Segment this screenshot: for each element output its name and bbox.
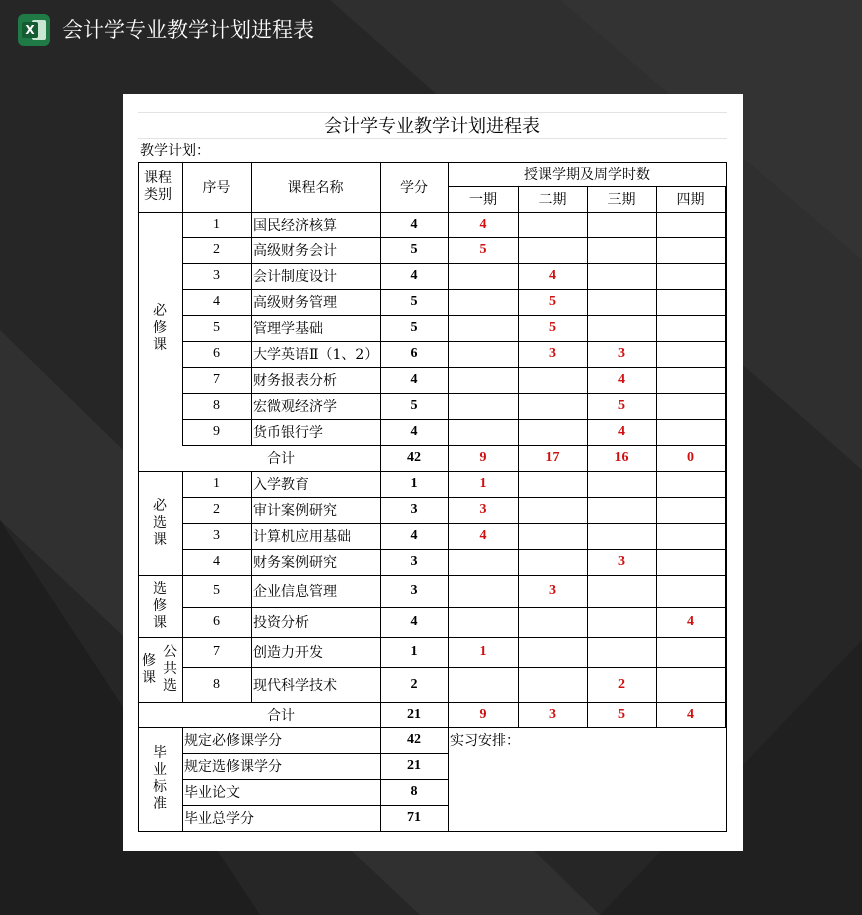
- required-row-2-seq: 2: [213, 242, 220, 257]
- header-term-3: 三期: [607, 192, 636, 208]
- required-row-8-credit: 5: [410, 398, 418, 413]
- required-row-5-credit: 5: [410, 320, 418, 335]
- elective-row-5-credit: 3: [410, 583, 418, 598]
- grid-line: [251, 162, 252, 446]
- required-total-term-4: 0: [687, 450, 694, 465]
- elective-row-1-term-1: 1: [479, 476, 487, 491]
- elective-row-4-credit: 3: [410, 554, 418, 569]
- elective-row-1-name: 入学教育: [253, 477, 309, 493]
- required-row-9-term-3: 4: [618, 424, 625, 439]
- elective-row-2-seq: 2: [213, 502, 220, 517]
- spreadsheet-page: [123, 94, 743, 851]
- elective-total-term-4: 4: [687, 706, 694, 722]
- required-total-term-3: 16: [614, 450, 629, 465]
- category-elective-required: 必 选 课: [153, 497, 167, 548]
- elective-row-4-seq: 4: [213, 554, 220, 569]
- grid-line: [182, 523, 727, 524]
- grid-line: [182, 753, 449, 754]
- sheet-title: 会计学专业教学计划进程表: [324, 116, 540, 137]
- grid-line: [138, 212, 727, 213]
- required-row-8-seq: 8: [213, 398, 220, 413]
- elective-row-6-term-4: 4: [687, 614, 694, 629]
- graduation-row-1-credit: 42: [407, 732, 421, 747]
- internship-label: 实习安排：: [450, 733, 520, 749]
- grid-line: [138, 637, 183, 638]
- grid-line: [182, 289, 727, 290]
- elective-row-8-seq: 8: [213, 676, 220, 692]
- required-row-6-term-3: 3: [618, 346, 625, 361]
- grid-line: [182, 237, 727, 238]
- required-row-3-credit: 4: [410, 268, 418, 283]
- required-row-8-name: 宏微观经济学: [253, 399, 337, 415]
- grid-line: [182, 497, 727, 498]
- grid-line: [138, 727, 727, 728]
- required-row-6-credit: 6: [410, 346, 418, 361]
- required-row-8-term-3: 5: [618, 398, 625, 413]
- elective-row-2-term-1: 3: [479, 502, 487, 517]
- elective-row-2-name: 审计案例研究: [253, 503, 337, 519]
- elective-row-1-seq: 1: [213, 476, 220, 491]
- elective-row-3-name: 计算机应用基础: [253, 529, 351, 545]
- category-graduation: 毕 业 标 准: [153, 745, 167, 812]
- required-row-7-seq: 7: [213, 372, 220, 387]
- grid-line: [138, 471, 727, 472]
- required-row-5-term-2: 5: [549, 320, 556, 335]
- grid-line: [656, 186, 657, 728]
- grid-line: [251, 471, 252, 703]
- required-total-term-2: 17: [545, 450, 560, 465]
- required-total-label: 合计: [267, 451, 295, 467]
- title-bar: [0, 0, 862, 60]
- elective-row-1-credit: 1: [410, 476, 418, 491]
- document-title: 会计学专业教学计划进程表: [62, 18, 314, 42]
- required-row-6-term-2: 3: [549, 346, 556, 361]
- elective-row-3-seq: 3: [213, 528, 220, 543]
- header-term-4: 四期: [676, 192, 705, 208]
- grid-line: [182, 471, 183, 703]
- header-term-2: 二期: [538, 192, 567, 208]
- elective-total-term-1: 9: [479, 706, 487, 722]
- grid-line: [182, 367, 727, 368]
- required-row-3-seq: 3: [213, 268, 220, 283]
- elective-row-6-seq: 6: [213, 614, 220, 629]
- required-row-2-name: 高级财务会计: [253, 243, 337, 259]
- grid-line: [182, 637, 727, 638]
- grid-line: [725, 186, 726, 728]
- category-elective-right: 公 共 选: [163, 644, 177, 694]
- header-seq: 序号: [202, 180, 231, 196]
- elective-row-4-term-3: 3: [618, 554, 625, 569]
- elective-row-7-credit: 1: [410, 644, 418, 659]
- elective-row-5-term-2: 3: [549, 583, 556, 598]
- header-name: 课程名称: [287, 180, 344, 196]
- required-row-9-seq: 9: [213, 424, 220, 439]
- required-row-7-term-3: 4: [618, 372, 625, 387]
- grid-line: [182, 445, 727, 446]
- required-row-7-credit: 4: [410, 372, 418, 387]
- grid-line: [182, 667, 727, 668]
- category-required: 必 修 课: [153, 303, 167, 353]
- graduation-row-3-name: 毕业论文: [184, 785, 240, 801]
- elective-row-5-name: 企业信息管理: [253, 584, 337, 600]
- required-row-3-name: 会计制度设计: [253, 269, 337, 285]
- grid-line: [182, 419, 727, 420]
- elective-row-6-name: 投资分析: [253, 615, 309, 631]
- required-row-9-name: 货币银行学: [253, 425, 323, 441]
- elective-row-8-credit: 2: [410, 676, 418, 692]
- excel-icon: X: [18, 14, 50, 46]
- graduation-row-4-name: 毕业总学分: [184, 811, 254, 827]
- category-elective-left: 修 课: [142, 652, 156, 686]
- grid-line: [182, 575, 727, 576]
- required-row-1-term-1: 4: [479, 216, 487, 232]
- elective-row-7-term-1: 1: [479, 644, 487, 659]
- graduation-row-2-credit: 21: [407, 758, 421, 773]
- required-row-1-credit: 4: [410, 216, 418, 232]
- grid-line: [587, 186, 588, 728]
- plan-label: 教学计划：: [140, 143, 210, 159]
- grid-line: [138, 702, 727, 703]
- elective-total-term-3: 5: [618, 706, 625, 722]
- grid-line: [182, 805, 449, 806]
- grid-line: [182, 549, 727, 550]
- required-row-5-name: 管理学基础: [253, 321, 323, 337]
- elective-row-5-seq: 5: [213, 583, 220, 598]
- grid-line: [182, 779, 449, 780]
- required-row-5-seq: 5: [213, 320, 220, 335]
- elective-row-7-seq: 7: [213, 644, 220, 659]
- required-row-2-term-1: 5: [479, 242, 487, 257]
- required-total-credit: 42: [407, 450, 421, 465]
- required-row-4-name: 高级财务管理: [253, 295, 337, 311]
- grid-line: [138, 831, 727, 832]
- plan-table: [138, 112, 726, 832]
- required-row-4-term-2: 5: [549, 294, 556, 309]
- required-row-1-name: 国民经济核算: [253, 217, 337, 234]
- required-row-4-credit: 5: [410, 294, 418, 309]
- elective-total-term-2: 3: [549, 706, 556, 722]
- grid-line: [182, 607, 727, 608]
- elective-row-7-name: 创造力开发: [253, 645, 323, 661]
- header-term-1: 一期: [469, 192, 497, 208]
- required-row-4-seq: 4: [213, 294, 220, 309]
- elective-row-8-name: 现代科学技术: [253, 677, 337, 694]
- grid-line: [182, 393, 727, 394]
- header-term-group: 授课学期及周学时数: [524, 167, 650, 183]
- required-row-7-name: 财务报表分析: [253, 373, 337, 389]
- elective-row-4-name: 财务案例研究: [253, 555, 337, 571]
- grid-line: [138, 575, 183, 576]
- grid-line: [182, 263, 727, 264]
- elective-total-credit: 21: [407, 706, 421, 722]
- grid-line: [182, 315, 727, 316]
- required-row-1-seq: 1: [213, 216, 220, 232]
- grid-line: [138, 162, 139, 832]
- elective-row-6-credit: 4: [410, 614, 418, 629]
- grid-line: [182, 162, 183, 446]
- graduation-row-1-name: 规定必修课学分: [184, 733, 282, 749]
- header-credit: 学分: [400, 180, 428, 196]
- grid-line: [518, 186, 519, 728]
- required-row-6-name: 大学英语Ⅱ（1、2）: [253, 347, 379, 363]
- header-category: 课程类别: [144, 170, 172, 203]
- elective-total-label: 合计: [267, 707, 295, 724]
- required-row-6-seq: 6: [213, 346, 220, 361]
- elective-row-8-term-3: 2: [618, 676, 625, 692]
- required-total-term-1: 9: [479, 450, 487, 465]
- required-row-3-term-2: 4: [549, 268, 556, 283]
- elective-row-3-term-1: 4: [479, 528, 487, 543]
- graduation-row-3-credit: 8: [410, 784, 418, 799]
- required-row-2-credit: 5: [410, 242, 418, 257]
- graduation-row-2-name: 规定选修课学分: [184, 759, 282, 775]
- elective-row-2-credit: 3: [410, 502, 418, 517]
- elective-row-3-credit: 4: [410, 528, 418, 543]
- grid-line: [182, 341, 727, 342]
- required-row-9-credit: 4: [410, 424, 418, 439]
- category-elective: 选 修 课: [153, 580, 167, 631]
- graduation-row-4-credit: 71: [407, 810, 421, 825]
